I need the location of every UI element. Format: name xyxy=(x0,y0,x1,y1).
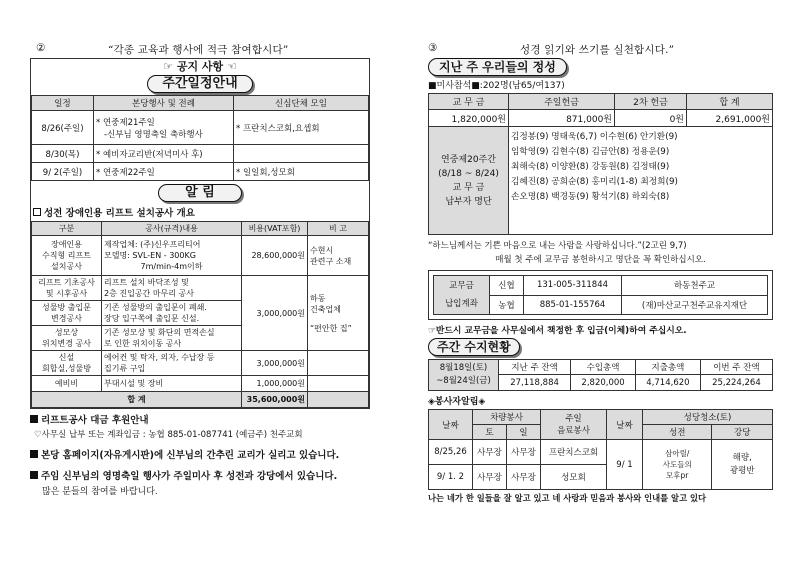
sponsor-text: ♡사무실 납부 또는 계좌입금 : 농협 885-01-087741 (예금주) 천주교회 xyxy=(34,430,303,440)
finance-header: 이번 주 잔액 xyxy=(700,360,772,375)
schedule-row xyxy=(32,163,369,181)
mass-attendance: ■미사참석■:202명(남65/여137) xyxy=(428,81,565,91)
account-table xyxy=(433,275,768,315)
left-page-number: ② xyxy=(36,42,46,54)
lift-content: 집기류 구입 xyxy=(104,364,146,373)
offering-value: 1,820,000원 xyxy=(429,110,509,127)
table-row xyxy=(32,376,369,392)
lift-header-cost: 비용(VAT포함) xyxy=(242,222,308,236)
lift-cost-table xyxy=(31,221,369,408)
account-bank: 농협 xyxy=(490,295,524,315)
donors-label: (8/18 ~ 8/24) xyxy=(438,168,499,179)
lift-note: 건축업체 xyxy=(310,304,341,314)
schedule-table xyxy=(31,95,369,181)
square-bullet-icon xyxy=(30,415,38,423)
lift-kind: 회합실,성물방 xyxy=(42,364,91,373)
donor-line: 최해숙(8) 이양환(8) 강동원(8) 김정태(9) xyxy=(511,162,670,172)
account-number: 131-005-311844 xyxy=(524,276,622,296)
offering-value: 2,691,000원 xyxy=(687,110,773,127)
lift-kind: 예비비 xyxy=(32,376,102,392)
account-label: 납입계좌 xyxy=(445,299,478,309)
table-row xyxy=(32,276,369,301)
lift-kind: 수직형 리프트 xyxy=(42,251,91,260)
schedule-groups: * 프란치스코회,요셉회 xyxy=(234,111,369,145)
announcements-title: 알 림 xyxy=(158,184,242,202)
notice-title: ☞ 공지 사항 ☜ xyxy=(163,60,237,73)
lift-content: 모델명: SVL-EN - 300KG xyxy=(104,251,196,260)
lift-kind: 신설 xyxy=(58,353,75,362)
lift-content: 기존 성물방의 출입문이 폐쇄. xyxy=(104,303,207,312)
lift-header-content: 공사(규격)내용 xyxy=(102,222,242,236)
lift-total-label: 합 계 xyxy=(32,392,242,408)
finance-value: 25,224,264 xyxy=(700,375,772,391)
lift-header-kind: 구분 xyxy=(32,222,102,236)
lift-content: 기존 성모상 및 화단의 면적손실 xyxy=(104,328,215,337)
clean-sanctuary: 모후pr xyxy=(666,471,689,480)
offering-header: 합 계 xyxy=(687,94,773,110)
lift-content: 에어컨 및 탁자, 의자, 수납장 등 xyxy=(104,353,215,362)
service-table xyxy=(428,409,773,490)
donor-line: 임학영(9) 김현수(8) 김금안(8) 정용운(9) xyxy=(511,147,670,157)
footer-verse: 나는 네가 한 일들을 잘 알고 있고 네 사랑과 믿음과 봉사와 인내를 알고 있다 xyxy=(428,493,706,503)
lift-content: 로 인한 위치이동 공사 xyxy=(104,339,182,348)
service-header-sun: 일 xyxy=(507,425,541,440)
service-drink: 프란치스코회 xyxy=(541,440,607,465)
schedule-event: -신부님 영명축일 축하행사 xyxy=(104,129,203,140)
service-sat: 사무장 xyxy=(473,465,507,490)
homepage-notice: 본당 홈페이지(자유게시판)에 신부님의 간추린 교리가 실리고 있습니다. xyxy=(41,450,340,461)
service-date: 9/ 1. 2 xyxy=(429,465,473,490)
schedule-row xyxy=(32,111,369,145)
weekly-schedule-title: 주간일정안내 xyxy=(147,75,252,93)
schedule-groups xyxy=(234,145,369,163)
office-notice: ☞반드시 교무금을 사무실에서 책정한 후 입금(이체)하여 주십시오. xyxy=(428,326,687,336)
donor-line: 손오명(8) 백경동(9) 황석기(8) 하외숙(8) xyxy=(511,192,670,202)
lift-note: 수현시 xyxy=(310,245,334,255)
service-header-clean: 성당청소(토) xyxy=(643,410,773,425)
finance-period: ~8월24일(금) xyxy=(436,376,491,386)
lift-header-note: 비 고 xyxy=(308,222,369,236)
donors-label: 납부자 명단 xyxy=(445,196,492,207)
lift-cost: 3,000,000원 xyxy=(242,351,308,376)
service-header-sat: 토 xyxy=(473,425,507,440)
offering-header: 주일헌금 xyxy=(509,94,615,110)
table-row-total xyxy=(32,392,369,408)
schedule-date: 8/30(목) xyxy=(32,145,94,163)
donors-label: 교 무 금 xyxy=(452,182,485,193)
lift-kind: 장애인용 xyxy=(51,240,82,249)
bible-quote: “하느님께서는 기쁜 마음으로 내는 사람을 사랑하십니다.”(2고린 9,7) xyxy=(428,241,687,251)
donor-line: 김정봉(9) 명태욱(6,7) 이수현(6) 안기환(9) xyxy=(511,132,678,142)
finance-period: 8월18일(토) xyxy=(439,363,488,373)
checkbox-square-icon xyxy=(33,208,41,216)
lift-content: 장당 입구쪽에 출입문 신설. xyxy=(104,314,200,323)
clean-date: 9/ 1 xyxy=(607,440,643,490)
service-title: ◈봉사자알림◈ xyxy=(428,397,486,407)
service-sun: 사무장 xyxy=(507,440,541,465)
schedule-event: * 예비자교리반(저녁미사 후) xyxy=(94,145,234,163)
service-header-drink: 음료봉사 xyxy=(557,425,590,436)
donor-line: 김혜진(8) 공희순(8) 홍미리(1-8) 최정희(9) xyxy=(511,177,678,187)
feast-notice: 주임 신부님의 영명축일 행사가 주일미사 후 성전과 강당에서 있습니다. xyxy=(41,471,338,482)
finance-value: 2,820,000 xyxy=(571,375,636,391)
finance-value: 4,714,620 xyxy=(635,375,700,391)
offering-value: 0원 xyxy=(615,110,687,127)
right-page-number: ③ xyxy=(428,42,438,54)
clean-hall: 해량, xyxy=(732,452,752,463)
lift-total: 35,600,000원 xyxy=(242,392,308,408)
lift-note: 하동 xyxy=(310,293,326,303)
lift-content: 부대시설 및 장비 xyxy=(102,376,242,392)
table-row xyxy=(32,236,369,276)
feast-notice-sub: 많은 분들의 참여를 바랍니다. xyxy=(42,487,158,497)
service-date: 8/25,26 xyxy=(429,440,473,465)
service-sun: 사무장 xyxy=(507,465,541,490)
clean-hall: 광평반 xyxy=(729,465,755,476)
service-header-car: 차량봉사 xyxy=(473,410,541,425)
schedule-groups: * 일일회,성모회 xyxy=(234,163,369,181)
lift-kind: 변경공사 xyxy=(51,314,82,323)
weekly-finance-title: 주간 수지현황 xyxy=(428,338,520,356)
lift-note: 관련구 소재 xyxy=(310,256,352,266)
lift-content: 2층 진입공간 마무리 공사 xyxy=(104,289,194,298)
square-bullet-icon xyxy=(30,450,38,458)
lift-kind: 설치공사 xyxy=(51,262,82,271)
right-header-motto: 성경 읽기와 쓰기를 실천합시다.” xyxy=(520,44,675,56)
schedule-date: 9/ 2(주일) xyxy=(32,163,94,181)
finance-header: 지난 주 잔액 xyxy=(499,360,571,375)
schedule-row xyxy=(32,145,369,163)
square-bullet-icon xyxy=(30,471,38,479)
lift-content: 리프트 설치 바닥조성 및 xyxy=(104,278,189,287)
lift-section-title: 성전 장애인용 리프트 설치공사 개요 xyxy=(44,208,195,219)
offering-table xyxy=(428,93,773,235)
schedule-header-date: 일정 xyxy=(32,96,94,111)
schedule-header-events: 본당행사 및 전례 xyxy=(94,96,234,111)
lift-cost: 1,000,000원 xyxy=(242,376,308,392)
service-drink: 성모회 xyxy=(541,465,607,490)
left-column xyxy=(30,58,370,497)
lift-cost: 28,600,000원 xyxy=(242,236,308,276)
offering-header: 교 무 금 xyxy=(429,94,509,110)
left-header-motto: “각종 교육과 행사에 적극 참여합시다” xyxy=(108,44,289,56)
offering-header: 2차 헌금 xyxy=(615,94,687,110)
sponsor-title: 리프트공사 대금 후원안내 xyxy=(41,415,149,426)
service-header-hall: 강당 xyxy=(712,425,773,440)
service-sat: 사무장 xyxy=(473,440,507,465)
account-owner: (재)마산교구천주교유지재단 xyxy=(622,295,768,315)
service-header-date2: 날짜 xyxy=(607,410,643,440)
schedule-header-groups: 신심단체 모임 xyxy=(234,96,369,111)
service-header-drink: 주일 xyxy=(565,413,582,424)
finance-value: 27,118,884 xyxy=(499,375,571,391)
lift-kind: 성물방 출입문 xyxy=(42,303,91,312)
lift-kind: 리프트 기초공사 xyxy=(38,278,95,287)
clean-sanctuary: 삼아릴/ xyxy=(665,449,690,458)
table-row xyxy=(32,351,369,376)
schedule-event: * 연중제22주일 xyxy=(94,163,234,181)
donors-label: 연중제20주간 xyxy=(441,154,496,165)
finance-table xyxy=(428,359,773,391)
schedule-date: 8/26(주일) xyxy=(32,111,94,145)
account-owner: 하동천주교 xyxy=(622,276,768,296)
lift-kind: 및 시후공사 xyxy=(45,289,88,298)
lift-kind: 성모상 xyxy=(54,328,79,337)
offering-title: 지난 주 우리들의 정성 xyxy=(428,58,567,76)
right-column xyxy=(428,58,773,504)
lift-content: 7m/min-4m이하 xyxy=(140,262,203,271)
quote-sub: 매월 첫 주에 교무금 봉헌하시고 명단을 꼭 확인하십시오. xyxy=(495,255,706,265)
schedule-event: * 연중제21주일 xyxy=(96,117,155,128)
service-header-sanctuary: 성전 xyxy=(643,425,712,440)
lift-note xyxy=(310,315,366,323)
account-number: 885-01-155764 xyxy=(524,295,622,315)
offering-value: 871,000원 xyxy=(509,110,615,127)
lift-cost: 3,000,000원 xyxy=(242,276,308,351)
finance-header: 지출총액 xyxy=(635,360,700,375)
account-bank: 신협 xyxy=(490,276,524,296)
finance-header: 수입총액 xyxy=(571,360,636,375)
lift-content: 제작업체: (주)신우프리티어 xyxy=(104,240,201,249)
lift-note: “편안한 집” xyxy=(310,323,352,333)
clean-sanctuary: 사도들의 xyxy=(662,460,692,469)
account-label: 교무금 xyxy=(449,281,474,291)
lift-kind: 위치변경 공사 xyxy=(42,339,91,348)
service-header-date: 날짜 xyxy=(429,410,473,440)
